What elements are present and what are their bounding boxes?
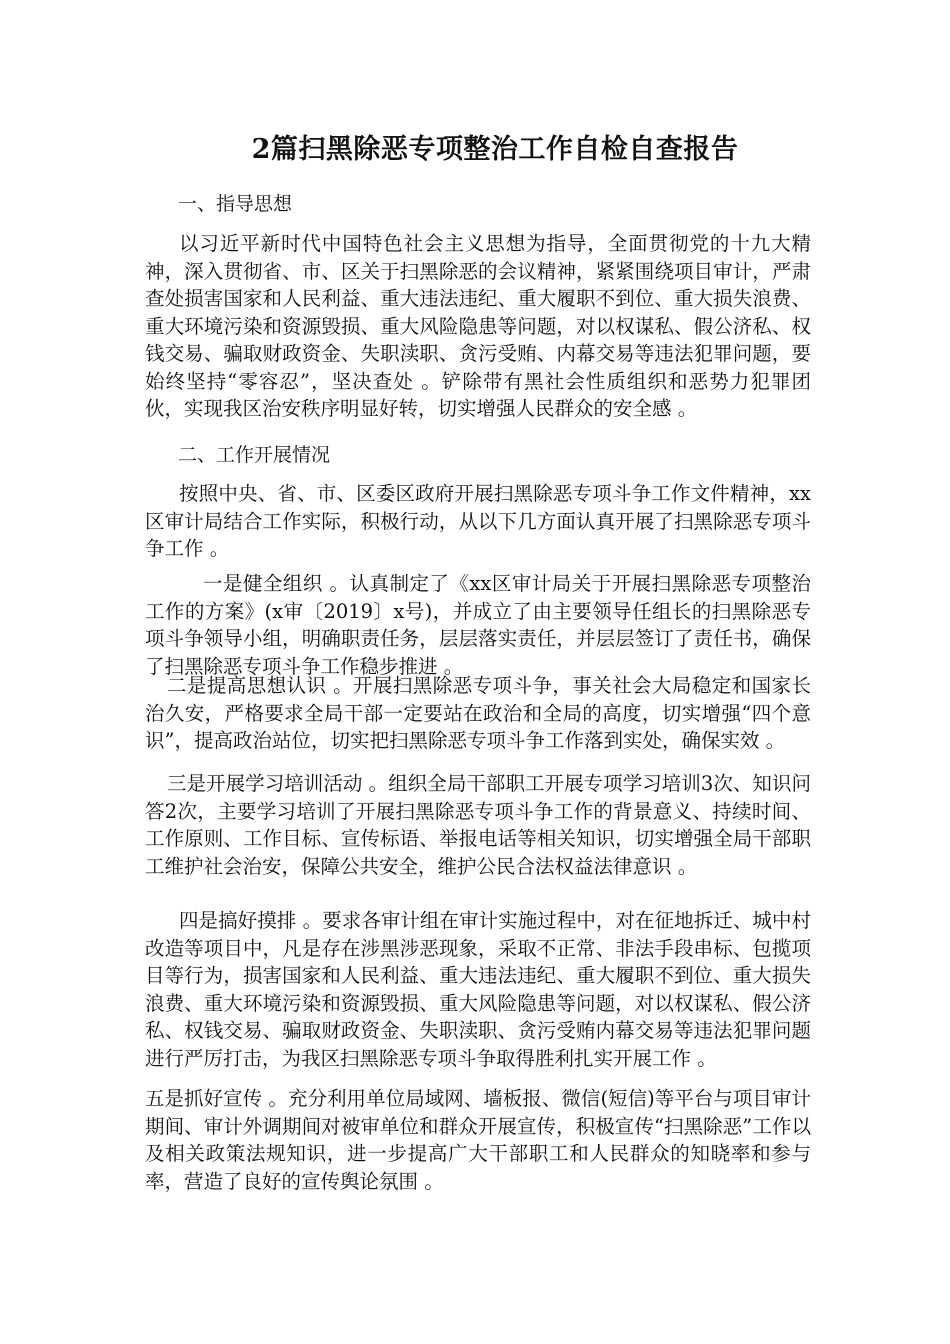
paragraph-item-investigation: 四是搞好摸排 。要求各审计组在审计实施过程中，对在征地拆迁、城中村改造等项目中，凡是存在涉黑涉恶现象，采取不正常、非法手段串标、包揽项目等行为，损害国家和人民利益、重大违法违纪、重大履职不到位、重大损失浪费、重大环境污染和资源毁损、重大风险隐患等问题，对以权谋私、假公济私、权钱交易、骗取财政资金、失职渎职、贪污受贿内幕交易等违法犯罪问题进行严厉打击，为我区扫黑除恶专项斗争取得胜利扎实开展工作 。: [145, 909, 811, 1070]
paragraph-work-intro: 按照中央、省、市、区委区政府开展扫黑除恶专项斗争工作文件精神，xx区审计局结合工作实际，积极行动，从以下几方面认真开展了扫黑除恶专项斗争工作 。: [145, 482, 811, 560]
paragraph-item-awareness: 二是提高思想认识 。开展扫黑除恶专项斗争，事关社会大局稳定和国家长治久安，严格要求全局干部一定要站在政治和全局的高度，切实增强“四个意识”，提高政治站位，切实把扫黑除恶专项斗争工作落到实处，确保实效 。: [145, 674, 811, 752]
paragraph-item-publicity: 五是抓好宣传 。充分利用单位局域网、墙板报、微信(短信)等平台与项目审计期间、审计外调期间对被审单位和群众开展宣传，积极宣传“扫黑除恶”工作以及相关政策法规知识，进一步提高广大干部职工和人民群众的知晓率和参与率，营造了良好的宣传舆论氛围 。: [145, 1087, 811, 1193]
section-heading-work-progress: 二、工作开展情况: [178, 444, 331, 466]
paragraph-item-organization: 一是健全组织 。认真制定了《xx区审计局关于开展扫黑除恶专项整治工作的方案》(x审〔2019〕x号)，并成立了由主要领导任组长的扫黑除恶专项斗争领导小组，明确职责任务，层层落实责任，并层层签订了责任书，确保了扫黑除恶专项斗争工作稳步推进 。: [145, 572, 811, 678]
paragraph-item-training: 三是开展学习培训活动 。组织全局干部职工开展专项学习培训3次、知识问答2次，主要学习培训了开展扫黑除恶专项斗争工作的背景意义、持续时间、工作原则、工作目标、宣传标语、举报电话等相关知识，切实增强全局干部职工维护社会治安，保障公共安全，维护公民合法权益法律意识 。: [145, 772, 811, 878]
paragraph-guiding-thought: 以习近平新时代中国特色社会主义思想为指导，全面贯彻党的十九大精神，深入贯彻省、市、区关于扫黑除恶的会议精神，紧紧围绕项目审计，严肃查处损害国家和人民利益、重大违法违纪、重大履职不到位、重大损失浪费、重大环境污染和资源毁损、重大风险隐患等问题，对以权谋私、假公济私、权钱交易、骗取财政资金、失职渎职、贪污受贿、内幕交易等违法犯罪问题，要始终坚持“零容忍”，坚决查处 。铲除带有黑社会性质组织和恶势力犯罪团伙，实现我区治安秩序明显好转，切实增强人民群众的安全感 。: [145, 232, 811, 420]
document-title: 2篇扫黑除恶专项整治工作自检自查报告: [251, 134, 739, 165]
section-heading-guiding-thought: 一、指导思想: [178, 193, 293, 215]
